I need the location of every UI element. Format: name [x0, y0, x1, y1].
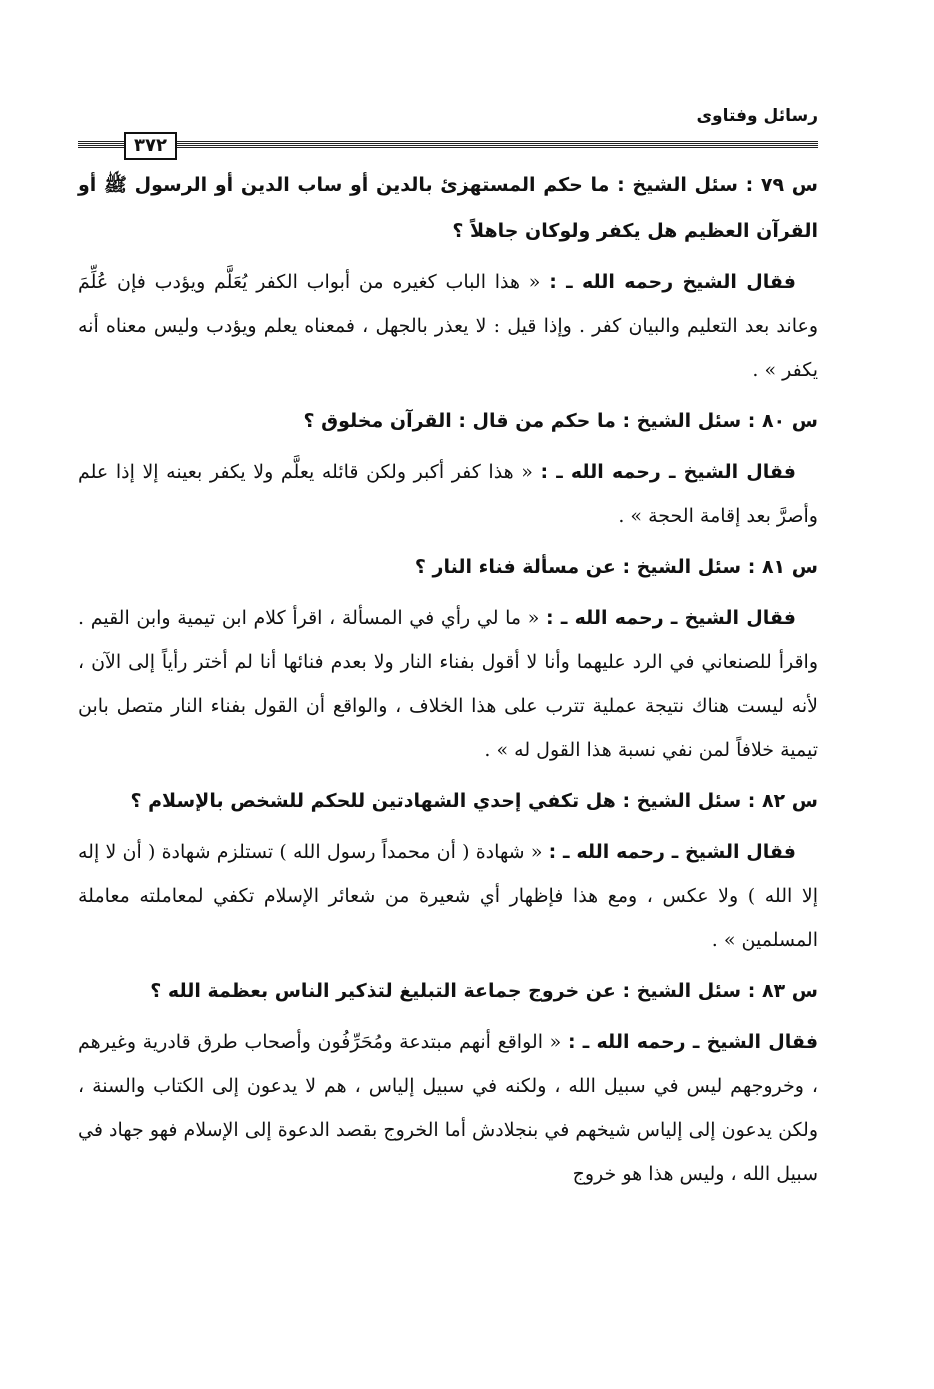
answer-83 — [78, 1020, 818, 1196]
answer-body: « هذا كفر أكبر ولكن قائله يعلَّم ولا يكفر بعينه إلا إذا علم وأصرَّ بعد إقامة الحجة » . — [78, 461, 818, 527]
question-82: س ٨٢ : سئل الشيخ : هل تكفي إحدي الشهادتين للحكم للشخص بالإسلام ؟ — [130, 790, 818, 812]
header-rule-row — [78, 132, 818, 158]
answer-lead: فقال الشيخ ـ رحمه الله ـ : — [546, 607, 796, 629]
answer-80 — [78, 450, 818, 538]
header-rule — [78, 141, 818, 149]
answer-lead: فقال الشيخ رحمه الله ـ : — [549, 271, 796, 293]
answer-81 — [78, 596, 818, 772]
answer-lead: فقال الشيخ ـ رحمه الله ـ : — [548, 841, 796, 863]
question-79: س ٧٩ : سئل الشيخ : ما حكم المستهزئ بالدين أو ساب الدين أو الرسول ﷺ أو القرآن العظيم هل يكفر ولوكان جاهلاً ؟ — [78, 174, 818, 242]
question-83: س ٨٣ : سئل الشيخ : عن خروج جماعة التبليغ لتذكير الناس بعظمة الله ؟ — [150, 980, 818, 1002]
answer-79 — [78, 260, 818, 392]
answer-body: « ما لي رأي في المسألة ، اقرأ كلام ابن تيمية وابن القيم . واقرأ للصنعاني في الرد عليهما وأنا لا أقول بفناء النار ولا بعدم فنائها أنا لم أختر رأياً إلى الآن ، لأنه ليست هناك نتيجة عملية تترب على هذا الخلاف ، والواقع أن القول بفناء النار متصل بابن تيمية خلافاً لمن نفي نسبة هذا القول له » . — [78, 607, 818, 761]
running-header — [78, 100, 818, 132]
answer-body: « هذا الباب كغيره من أبواب الكفر يُعَلَّم ويؤدب فإن عُلِّمَ وعاند بعد التعليم والبيان كفر . وإذا قيل : لا يعذر بالجهل ، فمعناه يعلم ويؤدب وليس معناه أنه يكفر » . — [78, 271, 818, 381]
answer-82 — [78, 830, 818, 962]
running-title: رسائل وفتاوى — [696, 106, 818, 126]
question-80: س ٨٠ : سئل الشيخ : ما حكم من قال : القرآن مخلوق ؟ — [303, 410, 818, 432]
page-number: ٣٧٢ — [124, 132, 177, 160]
answer-body: « شهادة ( أن محمداً رسول الله ) تستلزم شهادة ( أن لا إله إلا الله ) ولا عكس ، ومع هذا فإظهار أي شعيرة من شعائر الإسلام تكفي لمعاملته معاملة المسلمين » . — [78, 841, 818, 951]
answer-lead: فقال الشيخ ـ رحمه الله ـ : — [567, 1031, 819, 1053]
answer-body: « الواقع أنهم مبتدعة ومُحَرِّفُون وأصحاب طرق قادرية وغيرهم ، وخروجهم ليس في سبيل الله ، ولكنه في سبيل إلياس ، هم لا يدعون إلى الكتاب والسنة ، ولكن يدعون إلى إلياس شيخهم في بنجلادش أما الخروج بقصد الدعوة إلى الإسلام فهو جهاد في سبيل الله ، وليس هذا هو خروج — [78, 1031, 818, 1185]
page-content — [78, 162, 818, 1196]
book-page — [78, 100, 818, 1202]
answer-lead: فقال الشيخ ـ رحمه الله ـ : — [540, 461, 796, 483]
question-81: س ٨١ : سئل الشيخ : عن مسألة فناء النار ؟ — [414, 556, 818, 578]
